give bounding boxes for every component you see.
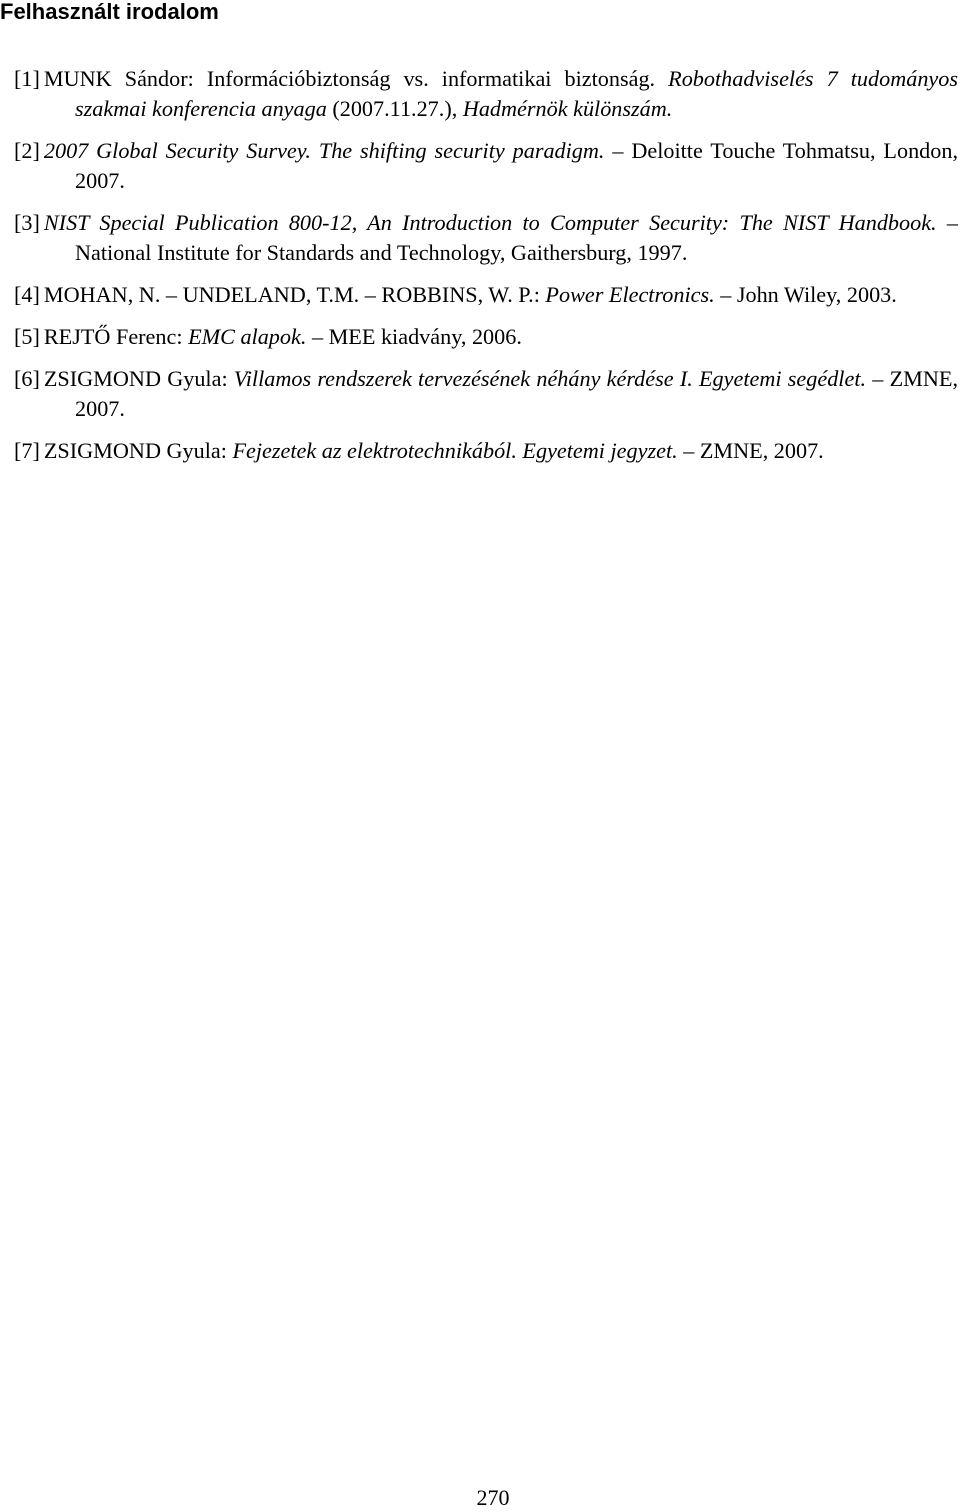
reference-publisher: – MEE kiadvány, 2006. [306, 324, 522, 349]
reference-title: Villamos rendszerek tervezésének néhány kérdése I. Egyetemi segédlet. [233, 366, 867, 391]
reference-title: Hadmérnök különszám. [462, 96, 673, 121]
reference-title: Power Electronics. [545, 282, 715, 307]
reference-publisher: – ZMNE, 2007. [75, 366, 959, 421]
reference-title: NIST Special Publication 800-12, An Introduction to Computer Security: The NIST Handbook. [43, 210, 937, 235]
reference-item-4 [14, 280, 958, 310]
reference-separator: , W. P.: [477, 282, 546, 307]
reference-list [14, 64, 958, 478]
page-title: Felhasznált irodalom [0, 0, 219, 24]
reference-item-7 [14, 436, 958, 466]
reference-author: MOHAN [43, 282, 128, 307]
reference-author: UNDELAND [182, 282, 306, 307]
reference-item-5 [14, 322, 958, 352]
reference-title: EMC alapok. [188, 324, 307, 349]
reference-author: MUNK [43, 66, 112, 91]
reference-title: 2007 Global Security Survey. [43, 138, 311, 163]
reference-publisher: – ZMNE, 2007. [677, 438, 824, 463]
reference-label: [2] [14, 138, 40, 163]
reference-publisher: – John Wiley, 2003. [714, 282, 897, 307]
reference-label: [4] [14, 282, 40, 307]
reference-publisher: – Deloitte Touche Tohmatsu, London, 2007. [75, 138, 958, 193]
reference-label: [7] [14, 438, 40, 463]
reference-item-2 [14, 136, 958, 196]
reference-label: [5] [14, 324, 40, 349]
reference-author: ZSIGMOND [43, 438, 161, 463]
reference-label: [6] [14, 366, 40, 391]
reference-separator: , T.M. – [305, 282, 382, 307]
reference-label: [1] [14, 66, 40, 91]
reference-author-rest: Gyula: [160, 366, 234, 391]
reference-author-rest: Ferenc: [110, 324, 189, 349]
reference-author: ROBBINS [381, 282, 478, 307]
reference-publisher: – National Institute for Standards and Technology, Gaithersburg, 1997. [75, 210, 958, 265]
reference-author: ZSIGMOND [43, 366, 161, 391]
reference-text: (2007.11.27.), [326, 96, 463, 121]
reference-item-1 [14, 64, 958, 124]
reference-separator: , N. – [127, 282, 183, 307]
reference-author-rest: Gyula: [160, 438, 233, 463]
reference-title: Fejezetek az elektrotechnikából. Egyetemi jegyzet. [232, 438, 678, 463]
reference-title: The shifting security paradigm. [310, 138, 605, 163]
reference-title: Robothadviselés 7 tudományos szakmai konferencia anyaga [75, 66, 958, 121]
reference-text: Információbiztonság vs. informatikai biztonság. [206, 66, 669, 91]
page-number: 270 [476, 1485, 510, 1510]
reference-author-rest: Sándor: [111, 66, 207, 91]
reference-item-6 [14, 364, 958, 424]
reference-item-3 [14, 208, 958, 268]
reference-author: REJTŐ [43, 324, 111, 349]
reference-label: [3] [14, 210, 40, 235]
